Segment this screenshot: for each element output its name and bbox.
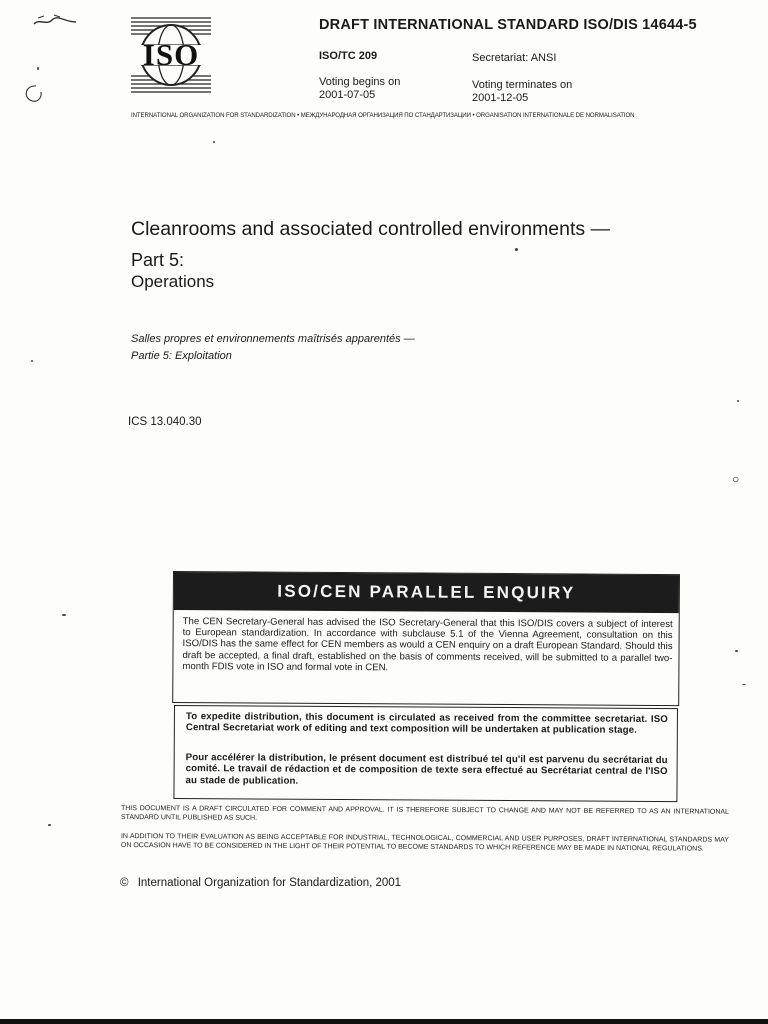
copyright-icon: © [120,877,129,889]
committee-label: ISO/TC 209 [319,50,378,62]
part-number: Part 5: [131,250,185,270]
parallel-enquiry-text: The CEN Secretary-General has advised the ISO Secretary-General that this ISO/DIS covers a subject of interest to European standardization. In accordance with subclause 5.1 of the Vienna Agreement, consultation on this ISO/DIS has the same effect for CEN members as would a CEN enquiry on a draft European Standard. Should this draft be accepted, a final draft, established on the basis of comments received, will be submitted to a parallel two-month FDIS vote in ISO and formal vote in CEN. [182,616,673,674]
scan-bottom-edge [0,1019,768,1024]
organization-names: INTERNATIONAL ORGANIZATION FOR STANDARDIZATION • МЕЖДУНАРОДНАЯ ОРГАНИЗАЦИЯ ПО СТАНДАРТИЗАЦИИ • ORGANISATION INTERNATIONALE DE NORMALISATION [131,112,635,119]
iso-logo [131,15,211,95]
parallel-enquiry-box [172,571,680,706]
distribution-notice-english: To expedite distribution, this document is circulated as received from the committee secretariat. ISO Central Secretariat work of editing and text composition will be undertaken at publication stage. [185,711,668,737]
distribution-notice-box [173,705,678,802]
document-subtitle: Operations [131,272,215,291]
iso-logo-text: ISO [142,37,200,72]
document-type-title: DRAFT INTERNATIONAL STANDARD ISO/DIS 14644-5 [319,17,697,33]
draft-disclaimer: THIS DOCUMENT IS A DRAFT CIRCULATED FOR COMMENT AND APPROVAL. IT IS THEREFORE SUBJECT TO CHANGE AND MAY NOT BE REFERRED TO AS AN INTERNATIONAL STANDARD UNTIL PUBLISHED AS SUCH. [120,805,729,822]
scan-mark-top-left [30,10,80,32]
voting-ends-label: Voting terminates on [472,79,573,91]
copyright-line [120,877,401,889]
french-part: Partie 5: Exploitation [131,350,232,362]
scan-speck-circle-icon: ○ [732,472,740,486]
distribution-notice-french: Pour accélérer la distribution, le présent document est distribué tel qu'il est parvenu du secrétariat du comité. Le travail de rédaction et de composition de texte sera effectué au Secrétariat central de l'ISO au stade de publication. [185,752,668,787]
voting-begins-date: 2001-07-05 [319,89,376,101]
french-title: Salles propres et environnements maîtrisés apparentés — [131,333,415,345]
scan-scribble-icon [30,10,80,32]
ics-code: ICS 13.040.30 [128,416,202,428]
document-title: Cleanrooms and associated controlled environments — [131,218,611,240]
regulation-disclaimer: IN ADDITION TO THEIR EVALUATION AS BEING ACCEPTABLE FOR INDUSTRIAL, TECHNOLOGICAL, COMMERCIAL AND USER PURPOSES, DRAFT INTERNATIONAL STANDARDS MAY ON OCCASION HAVE TO BE CONSIDERED IN THE LIGHT OF THEIR POTENTIAL TO BECOME STANDARDS TO WHICH REFERENCE MAY BE MADE IN NATIONAL REGULATIONS. [120,833,729,853]
scan-mark-left [20,82,46,104]
voting-begins-label: Voting begins on [319,76,401,88]
parallel-enquiry-banner: ISO/CEN PARALLEL ENQUIRY [174,572,679,613]
copyright-text: International Organization for Standardization, 2001 [137,877,402,889]
secretariat-label: Secretariat: ANSI [472,52,557,64]
scan-circle-mark-icon [20,82,46,104]
voting-ends-date: 2001-12-05 [472,92,529,104]
